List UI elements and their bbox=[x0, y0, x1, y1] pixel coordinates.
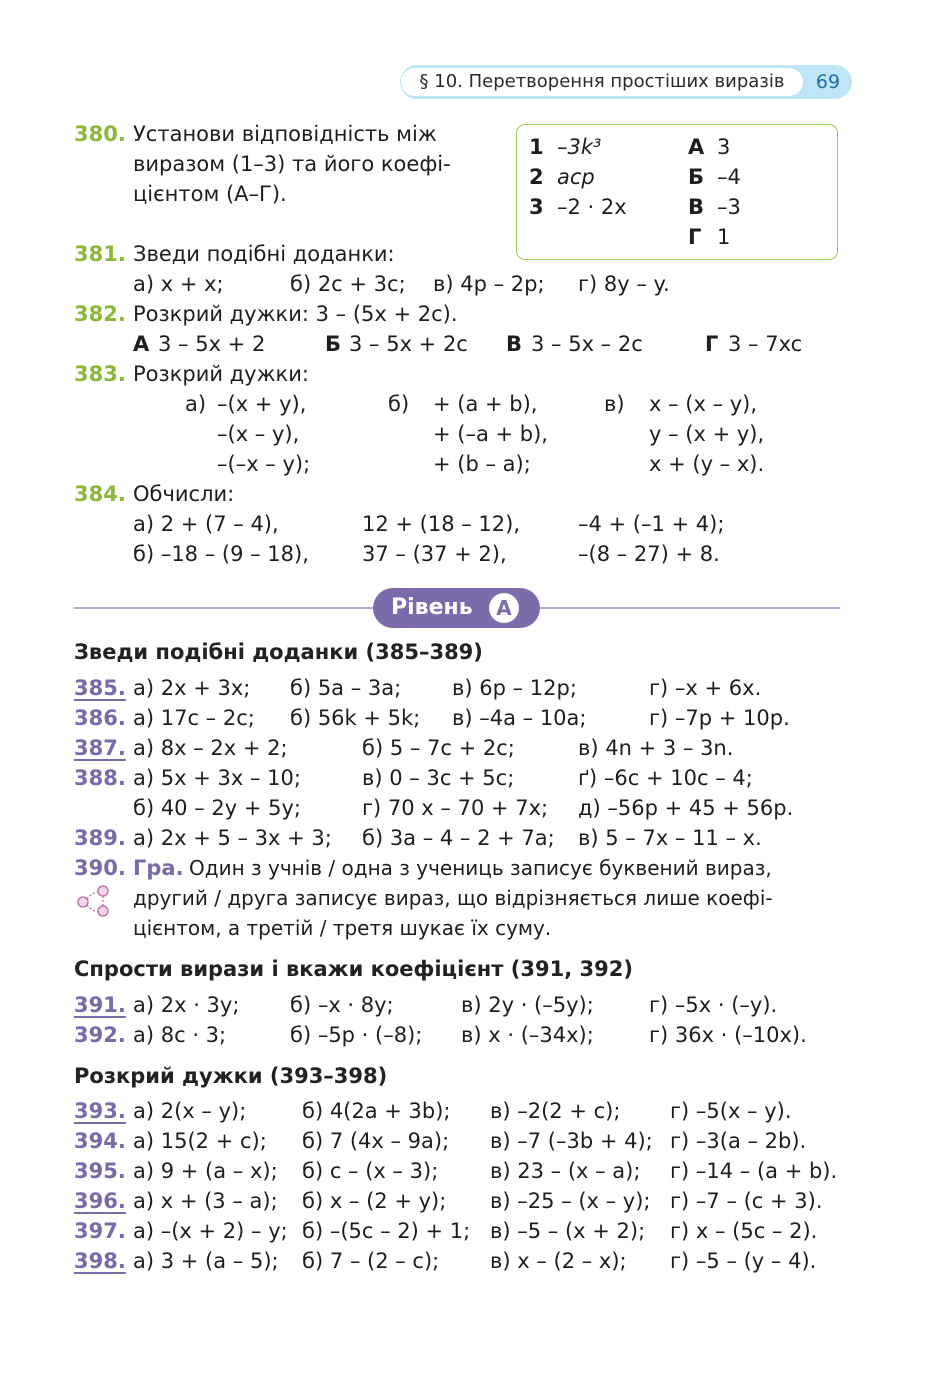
exercise-item: б) –18 – (9 – 18), bbox=[133, 542, 309, 566]
exercise-item: x – (x – y), bbox=[649, 392, 758, 416]
exercise-item: г) 36x · (–10x). bbox=[649, 1023, 807, 1047]
match-right-letter: Г bbox=[688, 225, 702, 249]
exercise-number-398: 398. bbox=[74, 1249, 126, 1273]
exercise-item: б) 7 (4x – 9a); bbox=[302, 1129, 450, 1153]
exercise-item: б) 40 – 2y + 5y; bbox=[133, 796, 301, 820]
exercise-item: + (–a + b), bbox=[433, 422, 548, 446]
exercise-item: а) 8x – 2x + 2; bbox=[133, 736, 288, 760]
exercise-number-392: 392. bbox=[74, 1023, 126, 1047]
exercise-item: + (b – a); bbox=[433, 452, 531, 476]
exercise-item: y – (x + y), bbox=[649, 422, 765, 446]
match-right-value: 1 bbox=[717, 225, 731, 249]
exercise-number-387: 387. bbox=[74, 736, 126, 760]
exercise-item: б) 5 – 7c + 2c; bbox=[362, 736, 515, 760]
exercise-item: в) –2(2 + c); bbox=[490, 1099, 621, 1123]
exercise-item: 12 + (18 – 12), bbox=[362, 512, 521, 536]
answer-option: 3 – 5x + 2c bbox=[349, 332, 468, 356]
level-label: Рівень bbox=[391, 595, 473, 620]
exercise-item: г) –x + 6x. bbox=[649, 676, 762, 700]
exercise-item: –(8 – 27) + 8. bbox=[578, 542, 720, 566]
answer-option-letter: Г bbox=[705, 332, 719, 356]
answer-option-letter: В bbox=[506, 332, 523, 356]
exercise-item: б) x – (2 + y); bbox=[302, 1189, 447, 1213]
exercise-number-385: 385. bbox=[74, 676, 126, 700]
page-header bbox=[400, 65, 852, 99]
exercise-item: а) 9 + (a – x); bbox=[133, 1159, 278, 1183]
exercise-number-383: 383. bbox=[74, 362, 126, 386]
exercise-item: б) –(5c – 2) + 1; bbox=[302, 1219, 471, 1243]
match-left-expression: –3k³ bbox=[557, 135, 602, 159]
exercise-item: а) 5x + 3x – 10; bbox=[133, 766, 301, 790]
exercise-item: а) 3 + (a – 5); bbox=[133, 1249, 279, 1273]
exercise-380-line-3: цієнтом (А–Г). bbox=[133, 182, 287, 206]
exercise-383-text: Розкрий дужки: bbox=[133, 362, 309, 386]
column-label: б) bbox=[388, 392, 410, 416]
match-right-value: –3 bbox=[717, 195, 741, 219]
answer-option-letter: А bbox=[133, 332, 150, 356]
exercise-number-389: 389. bbox=[74, 826, 126, 850]
exercise-item: г) –5x · (–y). bbox=[649, 993, 778, 1017]
exercise-number-397: 397. bbox=[74, 1219, 126, 1243]
exercise-item: г) –5 – (y – 4). bbox=[670, 1249, 817, 1273]
exercise-item: в) 23 – (x – a); bbox=[490, 1159, 641, 1183]
exercise-380-line-1: Установи відповідність між bbox=[133, 122, 437, 146]
match-right-value: 3 bbox=[717, 135, 731, 159]
level-letter: А bbox=[489, 593, 519, 623]
exercise-number-386: 386. bbox=[74, 706, 126, 730]
exercise-item: в) 0 – 3c + 5c; bbox=[362, 766, 515, 790]
exercise-item: 37 – (37 + 2), bbox=[362, 542, 507, 566]
exercise-item: ґ) –6c + 10c – 4; bbox=[578, 766, 753, 790]
exercise-382-text: Розкрий дужки: 3 – (5x + 2c). bbox=[133, 302, 458, 326]
exercise-item: –(–x – y); bbox=[217, 452, 311, 476]
exercise-item: в) 4n + 3 – 3n. bbox=[578, 736, 734, 760]
exercise-number-394: 394. bbox=[74, 1129, 126, 1153]
exercise-number-396: 396. bbox=[74, 1189, 126, 1213]
exercise-item: в) 6p – 12p; bbox=[452, 676, 577, 700]
exercise-item: в) 4p – 2p; bbox=[433, 272, 545, 296]
exercise-item: б) 2c + 3c; bbox=[290, 272, 406, 296]
exercise-item: г) –7p + 10p. bbox=[649, 706, 790, 730]
match-left-expression: –2 · 2x bbox=[557, 195, 627, 219]
exercise-390-line-2: другий / друга записує вираз, що відрізняється лише коефі- bbox=[133, 886, 773, 910]
exercise-item: б) 3a – 4 – 2 + 7a; bbox=[362, 826, 555, 850]
game-icon bbox=[77, 884, 113, 918]
exercise-390-line-3: цієнтом, а третій / третя шукає їх суму. bbox=[133, 916, 552, 940]
exercise-number-380: 380. bbox=[74, 122, 126, 146]
exercise-item: г) 8y – y. bbox=[578, 272, 670, 296]
exercise-item: б) 5a – 3a; bbox=[290, 676, 402, 700]
exercise-item: в) 5 – 7x – 11 – x. bbox=[578, 826, 762, 850]
exercise-384-text: Обчисли: bbox=[133, 482, 235, 506]
exercise-number-381: 381. bbox=[74, 242, 126, 266]
exercise-number-391: 391. bbox=[74, 993, 126, 1017]
exercise-item: а) 17c – 2c; bbox=[133, 706, 255, 730]
match-right-letter: Б bbox=[688, 165, 705, 189]
page-number: 69 bbox=[815, 71, 841, 93]
section-title: § 10. Перетворення простіших виразів bbox=[401, 68, 803, 96]
exercise-item: в) –4a – 10a; bbox=[452, 706, 587, 730]
exercise-item: г) –3(a – 2b). bbox=[670, 1129, 807, 1153]
exercise-item: б) 56k + 5k; bbox=[290, 706, 421, 730]
exercise-item: –(x – y), bbox=[217, 422, 300, 446]
exercise-item: б) 7 – (2 – c); bbox=[302, 1249, 440, 1273]
match-right-value: –4 bbox=[717, 165, 741, 189]
exercise-number-393: 393. bbox=[74, 1099, 126, 1123]
exercise-item: а) 2x + 3x; bbox=[133, 676, 251, 700]
exercise-item: г) –5(x – y). bbox=[670, 1099, 792, 1123]
answer-option-letter: Б bbox=[325, 332, 342, 356]
exercise-item: г) 70 x – 70 + 7x; bbox=[362, 796, 549, 820]
exercise-381-text: Зведи подібні доданки: bbox=[133, 242, 395, 266]
level-badge bbox=[373, 588, 540, 628]
match-left-expression: acp bbox=[557, 165, 595, 189]
exercise-item: б) –x · 8y; bbox=[290, 993, 394, 1017]
exercise-item: в) –25 – (x – y); bbox=[490, 1189, 651, 1213]
exercise-item: г) x – (5c – 2). bbox=[670, 1219, 818, 1243]
section-heading: Зведи подібні доданки (385–389) bbox=[74, 640, 483, 664]
match-left-number: 3 bbox=[529, 195, 544, 219]
exercise-number-390: 390. bbox=[74, 856, 126, 880]
exercise-item: б) –5p · (–8); bbox=[290, 1023, 423, 1047]
exercise-item: в) x – (2 – x); bbox=[490, 1249, 627, 1273]
exercise-number-388: 388. bbox=[74, 766, 126, 790]
exercise-item: а) 15(2 + c); bbox=[133, 1129, 267, 1153]
exercise-number-384: 384. bbox=[74, 482, 126, 506]
match-left-number: 2 bbox=[529, 165, 544, 189]
exercise-item: а) 2 + (7 – 4), bbox=[133, 512, 279, 536]
column-label: в) bbox=[604, 392, 625, 416]
exercise-item: д) –56p + 45 + 56p. bbox=[578, 796, 794, 820]
match-left-number: 1 bbox=[529, 135, 544, 159]
exercise-item: г) –14 – (a + b). bbox=[670, 1159, 838, 1183]
exercise-item: x + (y – x). bbox=[649, 452, 765, 476]
exercise-item: в) –5 – (x + 2); bbox=[490, 1219, 646, 1243]
exercise-item: б) c – (x – 3); bbox=[302, 1159, 439, 1183]
exercise-number-395: 395. bbox=[74, 1159, 126, 1183]
exercise-item: г) –7 – (c + 3). bbox=[670, 1189, 823, 1213]
exercise-item: б) 4(2a + 3b); bbox=[302, 1099, 451, 1123]
answer-option: 3 – 5x + 2 bbox=[158, 332, 266, 356]
section-heading: Розкрий дужки (393–398) bbox=[74, 1064, 388, 1088]
exercise-item: а) 2x + 5 – 3x + 3; bbox=[133, 826, 332, 850]
exercise-item: в) x · (–34x); bbox=[461, 1023, 594, 1047]
exercise-number-382: 382. bbox=[74, 302, 126, 326]
exercise-item: + (a + b), bbox=[433, 392, 538, 416]
match-right-letter: В bbox=[688, 195, 705, 219]
section-heading: Спрости вирази і вкажи коефіцієнт (391, 392) bbox=[74, 957, 633, 981]
match-right-letter: А bbox=[688, 135, 705, 159]
exercise-item: –(x + y), bbox=[217, 392, 307, 416]
answer-option: 3 – 7xc bbox=[728, 332, 803, 356]
exercise-item: а) x + (3 – a); bbox=[133, 1189, 278, 1213]
game-label: Гра. bbox=[133, 856, 184, 880]
exercise-380-line-2: виразом (1–3) та його коефі- bbox=[133, 152, 451, 176]
exercise-item: –4 + (–1 + 4); bbox=[578, 512, 725, 536]
exercise-item: а) –(x + 2) – y; bbox=[133, 1219, 288, 1243]
exercise-item: в) 2y · (–5y); bbox=[461, 993, 594, 1017]
answer-option: 3 – 5x – 2c bbox=[531, 332, 643, 356]
exercise-390-line-1: Один з учнів / одна з учениць записує буквений вираз, bbox=[189, 856, 772, 880]
exercise-item: а) x + x; bbox=[133, 272, 224, 296]
exercise-item: в) –7 (–3b + 4); bbox=[490, 1129, 653, 1153]
exercise-item: а) 8c · 3; bbox=[133, 1023, 227, 1047]
exercise-item: а) 2(x – y); bbox=[133, 1099, 247, 1123]
exercise-item: а) 2x · 3y; bbox=[133, 993, 240, 1017]
column-label: а) bbox=[185, 392, 207, 416]
